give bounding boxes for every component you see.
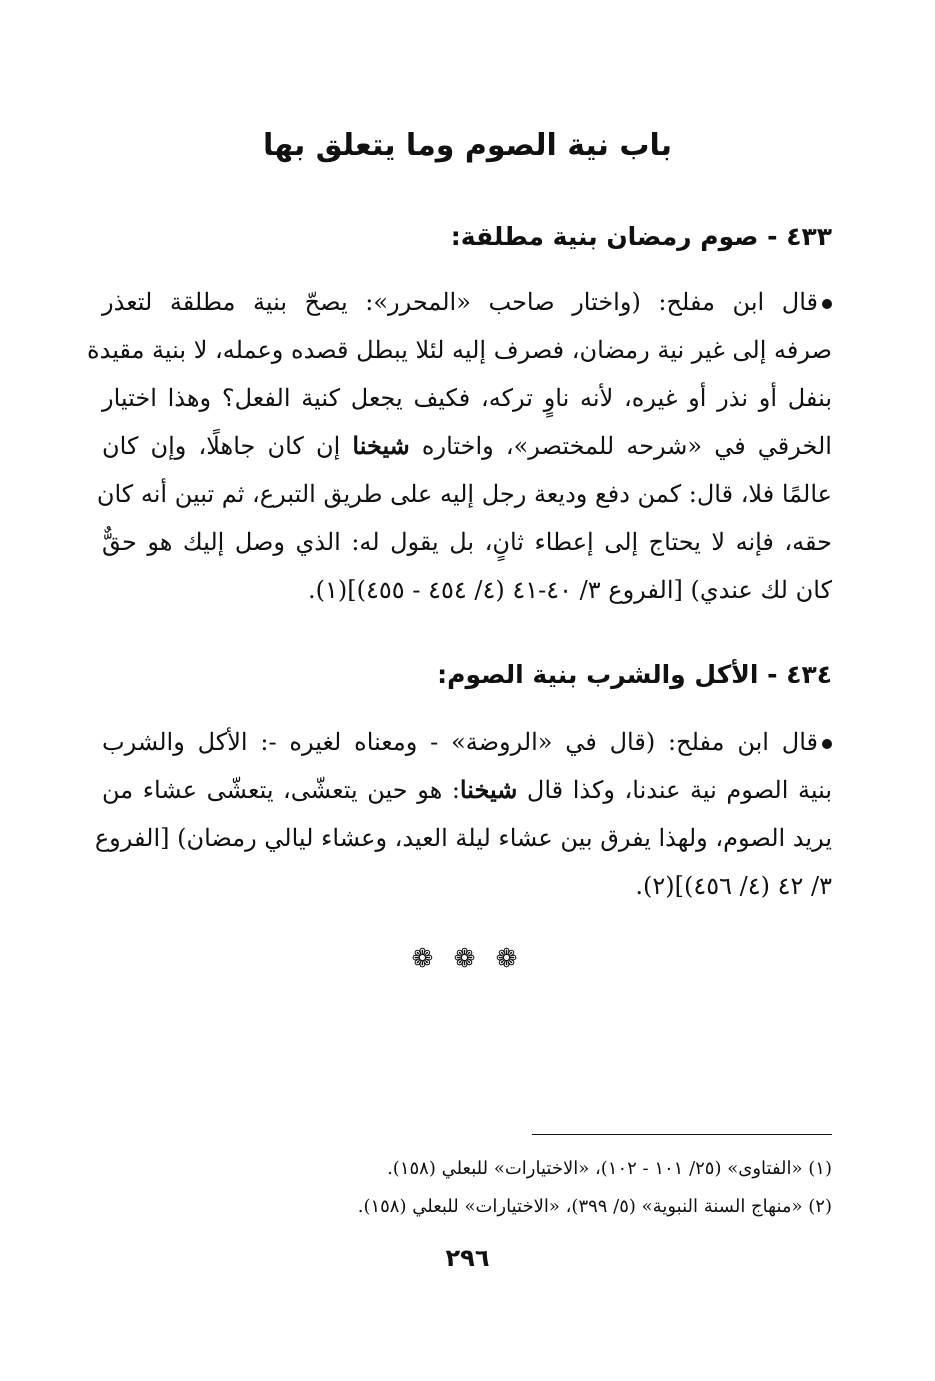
chapter-title: باب نية الصوم وما يتعلق بها — [262, 128, 673, 163]
footnote-divider — [532, 1134, 832, 1135]
line-text: قال ابن مفلح: (واختار صاحب «المحرر»: يصحّ بنية مطلقة لتعذر — [102, 288, 818, 316]
paragraph-line: كان لك عندي) [الفروع ٣/ ٤٠-٤١ (٤/ ٤٥٤ - ٤٥٥)](١). — [308, 576, 832, 604]
page-number: ٢٩٦ — [445, 1244, 490, 1272]
bullet-icon — [822, 299, 832, 309]
section-433-paragraph — [87, 278, 832, 614]
paragraph-line: حقه، فإنه لا يحتاج إلى إعطاء ثانٍ، بل يقول له: الذي وصل إليك هو حقٌّ — [102, 528, 832, 556]
paragraph-line: ٣/ ٤٢ (٤/ ٤٥٦)](٢). — [635, 872, 832, 900]
paragraph-line — [102, 278, 832, 326]
paragraph-line: يريد الصوم، ولهذا يفرق بين عشاء ليلة العيد، وعشاء ليالي رمضان) [الفروع — [94, 824, 832, 852]
line-text: قال ابن مفلح: (قال في «الروضة» - ومعناه لغيره -: الأكل والشرب — [102, 728, 818, 756]
section-434-paragraph — [94, 718, 833, 910]
paragraph-line: عالمًا فلا، قال: كمن دفع وديعة رجل إليه على طريق التبرع، ثم تبين أنه كان — [96, 480, 832, 508]
footnote-2: (٢) «منهاج السنة النبوية» (٥/ ٣٩٩)، «الاختيارات» للبعلي (١٥٨). — [357, 1196, 832, 1217]
paragraph-line: بنفل أو نذر أو غيره، لأنه ناوٍ تركه، فكيف يجعل كنية الفعل؟ وهذا اختيار — [102, 384, 832, 412]
line-text: : هو حين يتعشّى، يتعشّى عشاء من — [102, 776, 460, 804]
line-text: إن كان جاهلًا، وإن كان — [102, 432, 341, 460]
line-text: الخرقي في «شرحه للمختصر»، واختاره — [421, 432, 832, 460]
ornament-separator: ❁ ❁ ❁ — [411, 944, 524, 974]
paragraph-line: صرفه إلى غير نية رمضان، فصرف إليه لئلا يبطل قصده وعمله، لا بنية مقيدة — [87, 336, 832, 364]
footnote-1: (١) «الفتاوى» (٢٥/ ١٠١ - ١٠٢)، «الاختيارات» للبعلي (١٥٨). — [387, 1158, 832, 1179]
emphasized-word: شيخنا — [352, 431, 410, 460]
paragraph-line — [102, 766, 832, 814]
paragraph-line — [102, 718, 832, 766]
bullet-icon — [822, 739, 832, 749]
section-heading-434: ٤٣٤ - الأكل والشرب بنية الصوم: — [437, 660, 832, 689]
emphasized-word: شيخنا — [459, 775, 518, 804]
paragraph-line — [102, 422, 832, 470]
section-heading-433: ٤٣٣ - صوم رمضان بنية مطلقة: — [450, 222, 832, 251]
line-text: بنية الصوم نية عندنا، وكذا قال — [526, 776, 833, 804]
